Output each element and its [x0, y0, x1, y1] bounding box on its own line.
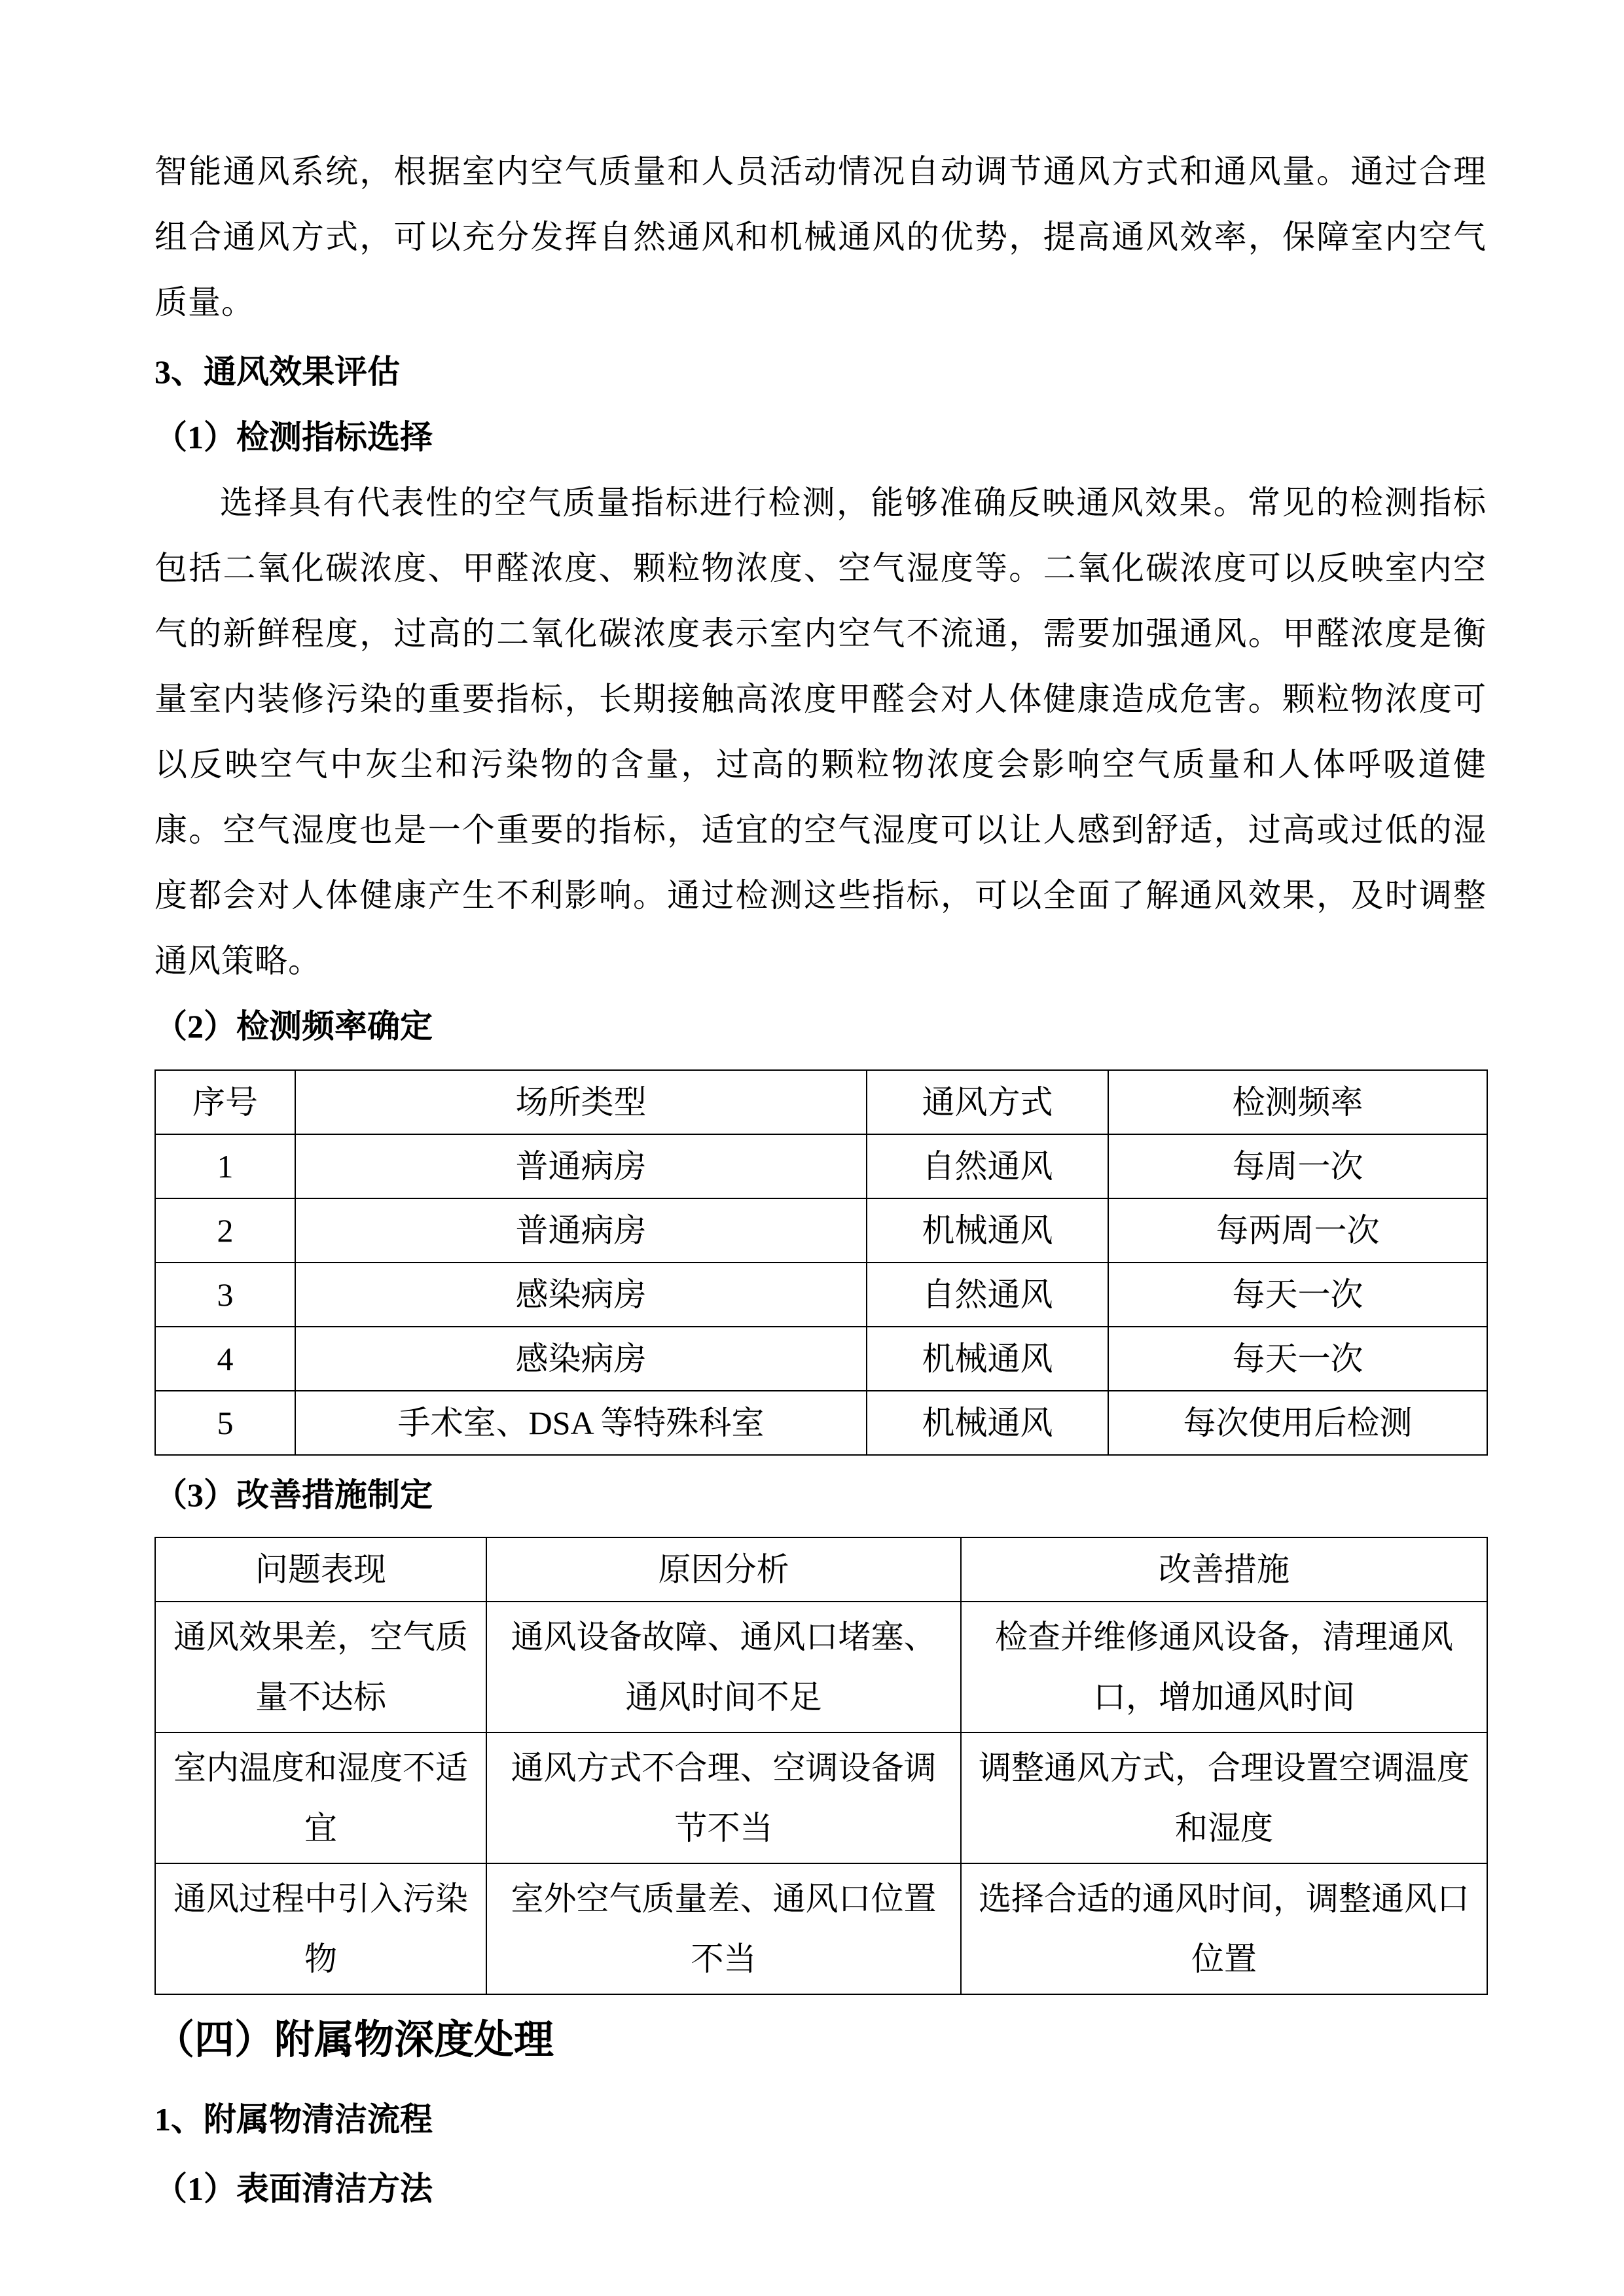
- table-row: [155, 1134, 1487, 1198]
- improvement-table-header-cell: 改善措施: [961, 1537, 1487, 1602]
- section4-heading: （四）附属物深度处理: [154, 2018, 554, 2062]
- table-cell: 通风方式不合理、空调设备调节不当: [486, 1732, 961, 1863]
- table-row: [155, 1732, 1487, 1863]
- table-cell: 自然通风: [867, 1134, 1108, 1198]
- table-cell: 自然通风: [867, 1263, 1108, 1327]
- frequency-table-header-cell: 通风方式: [867, 1070, 1108, 1134]
- table-cell: 感染病房: [295, 1263, 867, 1327]
- table-cell: 机械通风: [867, 1391, 1108, 1455]
- table-cell: 通风过程中引入污染物: [155, 1863, 486, 1994]
- table-cell: 室内温度和湿度不适宜: [155, 1732, 486, 1863]
- table-cell: 室外空气质量差、通风口位置不当: [486, 1863, 961, 1994]
- table-cell: 通风效果差，空气质量不达标: [155, 1602, 486, 1732]
- frequency-table-header-row: [155, 1070, 1487, 1134]
- frequency-table-header-cell: 序号: [155, 1070, 295, 1134]
- sub4-heading: 1、附属物清洁流程: [154, 2101, 433, 2138]
- improvement-table-header-row: [155, 1537, 1487, 1602]
- improvement-table-header-cell: 原因分析: [486, 1537, 961, 1602]
- table-cell: 检查并维修通风设备，清理通风口，增加通风时间: [961, 1602, 1487, 1732]
- frequency-table-header-cell: 检测频率: [1108, 1070, 1487, 1134]
- table-row: [155, 1198, 1487, 1263]
- table-cell: 每周一次: [1108, 1134, 1487, 1198]
- section3-heading: 3、通风效果评估: [154, 353, 400, 390]
- table-row: [155, 1327, 1487, 1391]
- table-cell: 调整通风方式，合理设置空调温度和湿度: [961, 1732, 1487, 1863]
- table-row: [155, 1602, 1487, 1732]
- frequency-table: [154, 1069, 1488, 1456]
- table-cell: 5: [155, 1391, 295, 1455]
- table-cell: 每次使用后检测: [1108, 1391, 1487, 1455]
- table-cell: 选择合适的通风时间，调整通风口位置: [961, 1863, 1487, 1994]
- table-cell: 每天一次: [1108, 1327, 1487, 1391]
- table-cell: 2: [155, 1198, 295, 1263]
- table-cell: 机械通风: [867, 1327, 1108, 1391]
- table-cell: 普通病房: [295, 1198, 867, 1263]
- sub3-heading: （3）改善措施制定: [154, 1477, 433, 1513]
- table-cell: 4: [155, 1327, 295, 1391]
- sub1-heading: （1）检测指标选择: [154, 419, 433, 456]
- table-cell: 3: [155, 1263, 295, 1327]
- sub2-heading: （2）检测频率确定: [154, 1008, 433, 1045]
- sub5-heading: （1）表面清洁方法: [154, 2170, 433, 2207]
- table-cell: 手术室、DSA 等特殊科室: [295, 1391, 867, 1455]
- table-row: [155, 1391, 1487, 1455]
- table-cell: 普通病房: [295, 1134, 867, 1198]
- table-row: [155, 1863, 1487, 1994]
- table-cell: 机械通风: [867, 1198, 1108, 1263]
- table-cell: 1: [155, 1134, 295, 1198]
- table-row: [155, 1263, 1487, 1327]
- frequency-table-header-cell: 场所类型: [295, 1070, 867, 1134]
- intro-paragraph: 智能通风系统，根据室内空气质量和人员活动情况自动调节通风方式和通风量。通过合理组合通风方式，可以充分发挥自然通风和机械通风的优势，提高通风效率，保障室内空气质量。: [154, 153, 1487, 321]
- table-cell: 每两周一次: [1108, 1198, 1487, 1263]
- improvement-table-header-cell: 问题表现: [155, 1537, 486, 1602]
- table-cell: 每天一次: [1108, 1263, 1487, 1327]
- improvement-table: [154, 1537, 1488, 1995]
- table-cell: 通风设备故障、通风口堵塞、通风时间不足: [486, 1602, 961, 1732]
- sub1-paragraph: 选择具有代表性的空气质量指标进行检测，能够准确反映通风效果。常见的检测指标包括二氧化碳浓度、甲醛浓度、颗粒物浓度、空气湿度等。二氧化碳浓度可以反映室内空气的新鲜程度，过高的二氧化碳浓度表示室内空气不流通，需要加强通风。甲醛浓度是衡量室内装修污染的重要指标，长期接触高浓度甲醛会对人体健康造成危害。颗粒物浓度可以反映空气中灰尘和污染物的含量，过高的颗粒物浓度会影响空气质量和人体呼吸道健康。空气湿度也是一个重要的指标，适宜的空气湿度可以让人感到舒适，过高或过低的湿度都会对人体健康产生不利影响。通过检测这些指标，可以全面了解通风效果，及时调整通风策略。: [154, 484, 1487, 979]
- table-cell: 感染病房: [295, 1327, 867, 1391]
